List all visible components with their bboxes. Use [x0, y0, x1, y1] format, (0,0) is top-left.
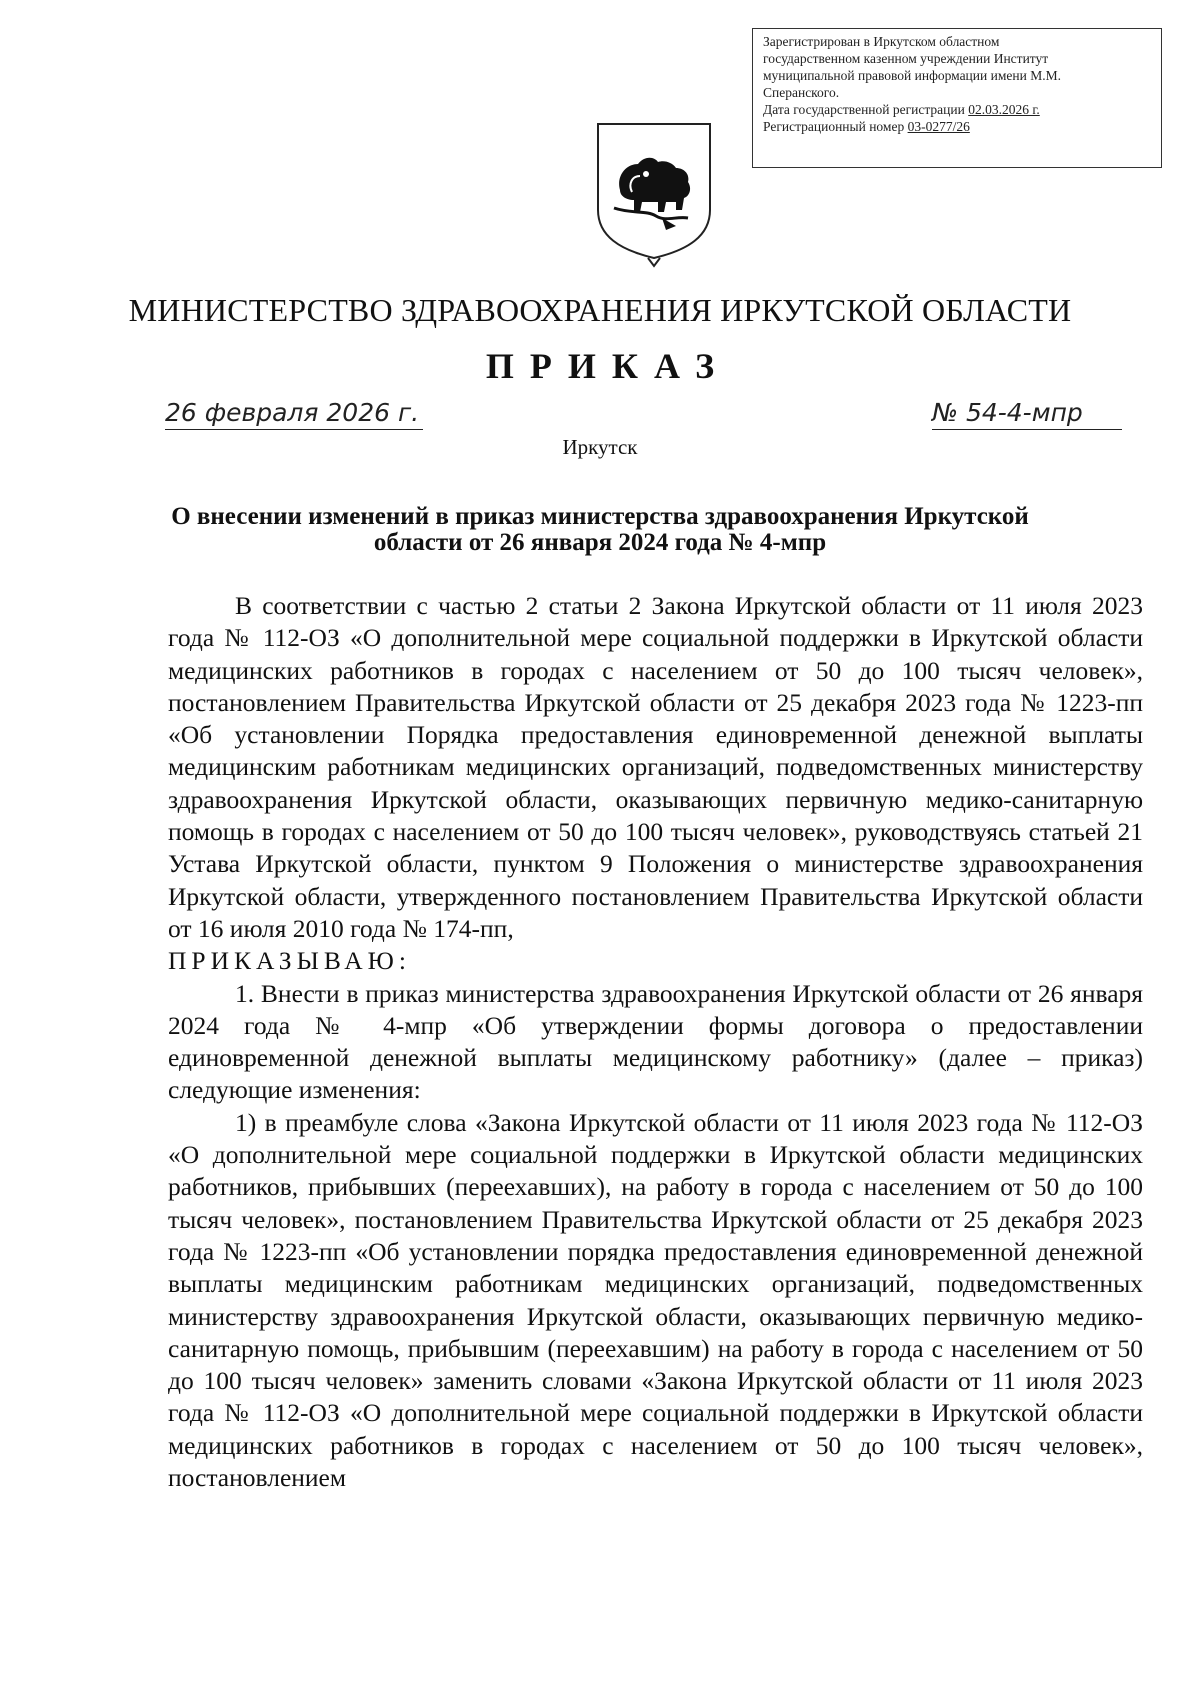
- stamp-reg-date-value: 02.03.2026 г.: [968, 102, 1040, 117]
- stamp-line: Зарегистрирован в Иркутском областном: [763, 34, 1000, 49]
- registration-stamp: [752, 28, 1162, 168]
- stamp-reg-number: [763, 118, 1151, 135]
- order-word: ПРИКАЗЫВАЮ:: [168, 946, 411, 976]
- coat-of-arms-icon: [592, 118, 716, 268]
- handwritten-date: 26 февраля 2026 г.: [165, 398, 423, 430]
- city-label: Иркутск: [562, 435, 638, 459]
- stamp-reg-date-label: Дата государственной регистрации: [763, 102, 965, 117]
- document-body: [168, 590, 1143, 1494]
- document-type-title: ПРИКАЗ: [485, 346, 731, 386]
- document-subject: О внесении изменений в приказ министерства здравоохранения Иркутской области от 26 января 2024 года № 4-мпр: [171, 503, 1029, 556]
- item-1-1-paragraph: 1) в преамбуле слова «Закона Иркутской области от 11 июля 2023 года № 112-ОЗ «О дополнительной мере социальной поддержки в Иркутской области медицинских работников, прибывших (переехавших), на работу в города с населением от 50 до 100 тысяч человек», постановлением Правительства Иркутской области от 25 декабря 2023 года № 1223-пп «Об установлении порядка предоставления единовременной денежной выплаты медицинским работникам медицинских организаций, подведомственных министерству здравоохранения Иркутской области, оказывающих первичную медико-санитарную помощь, прибывшим (переехавшим) на работу в города с населением от 50 до 100 тысяч человек» заменить словами «Закона Иркутской области от 11 июля 2023 года № 112-ОЗ «О дополнительной мере социальной поддержки в Иркутской области медицинских работников в городах с населением от 50 до 100 тысяч человек», постановлением: [168, 1107, 1143, 1493]
- stamp-reg-date: [763, 101, 1151, 118]
- stamp-line: Сперанского.: [763, 85, 840, 100]
- stamp-reg-number-value: 03-0277/26: [907, 119, 970, 134]
- ministry-title: МИНИСТЕРСТВО ЗДРАВООХРАНЕНИЯ ИРКУТСКОЙ ОБЛАСТИ: [128, 292, 1072, 328]
- stamp-line: государственном казенном учреждении Институт: [763, 51, 1049, 66]
- preamble-paragraph: В соответствии с частью 2 статьи 2 Закона Иркутской области от 11 июля 2023 года № 112-ОЗ «О дополнительной мере социальной поддержки в Иркутской области медицинских работников в городах с населением от 50 до 100 тысяч человек», постановлением Правительства Иркутской области от 25 декабря 2023 года № 1223-пп «Об установлении Порядка предоставления единовременной денежной выплаты медицинским работникам медицинских организаций, подведомственных министерству здравоохранения Иркутской области, оказывающих первичную медико-санитарную помощь в городах с населением от 50 до 100 тысяч человек», руководствуясь статьей 21 Устава Иркутской области, пунктом 9 Положения о министерстве здравоохранения Иркутской области, утвержденного постановлением Правительства Иркутской области от 16 июля 2010 года № 174-пп,: [168, 591, 1143, 943]
- item-1-paragraph: 1. Внести в приказ министерства здравоохранения Иркутской области от 26 января 2024 года № 4-мпр «Об утверждении формы договора о предоставлении единовременной денежной выплаты медицинскому работнику» (далее – приказ) следующие изменения:: [168, 978, 1143, 1105]
- stamp-line: муниципальной правовой информации имени М.М.: [763, 68, 1061, 83]
- handwritten-number: № 54-4-мпр: [932, 398, 1122, 430]
- stamp-reg-number-label: Регистрационный номер: [763, 119, 905, 134]
